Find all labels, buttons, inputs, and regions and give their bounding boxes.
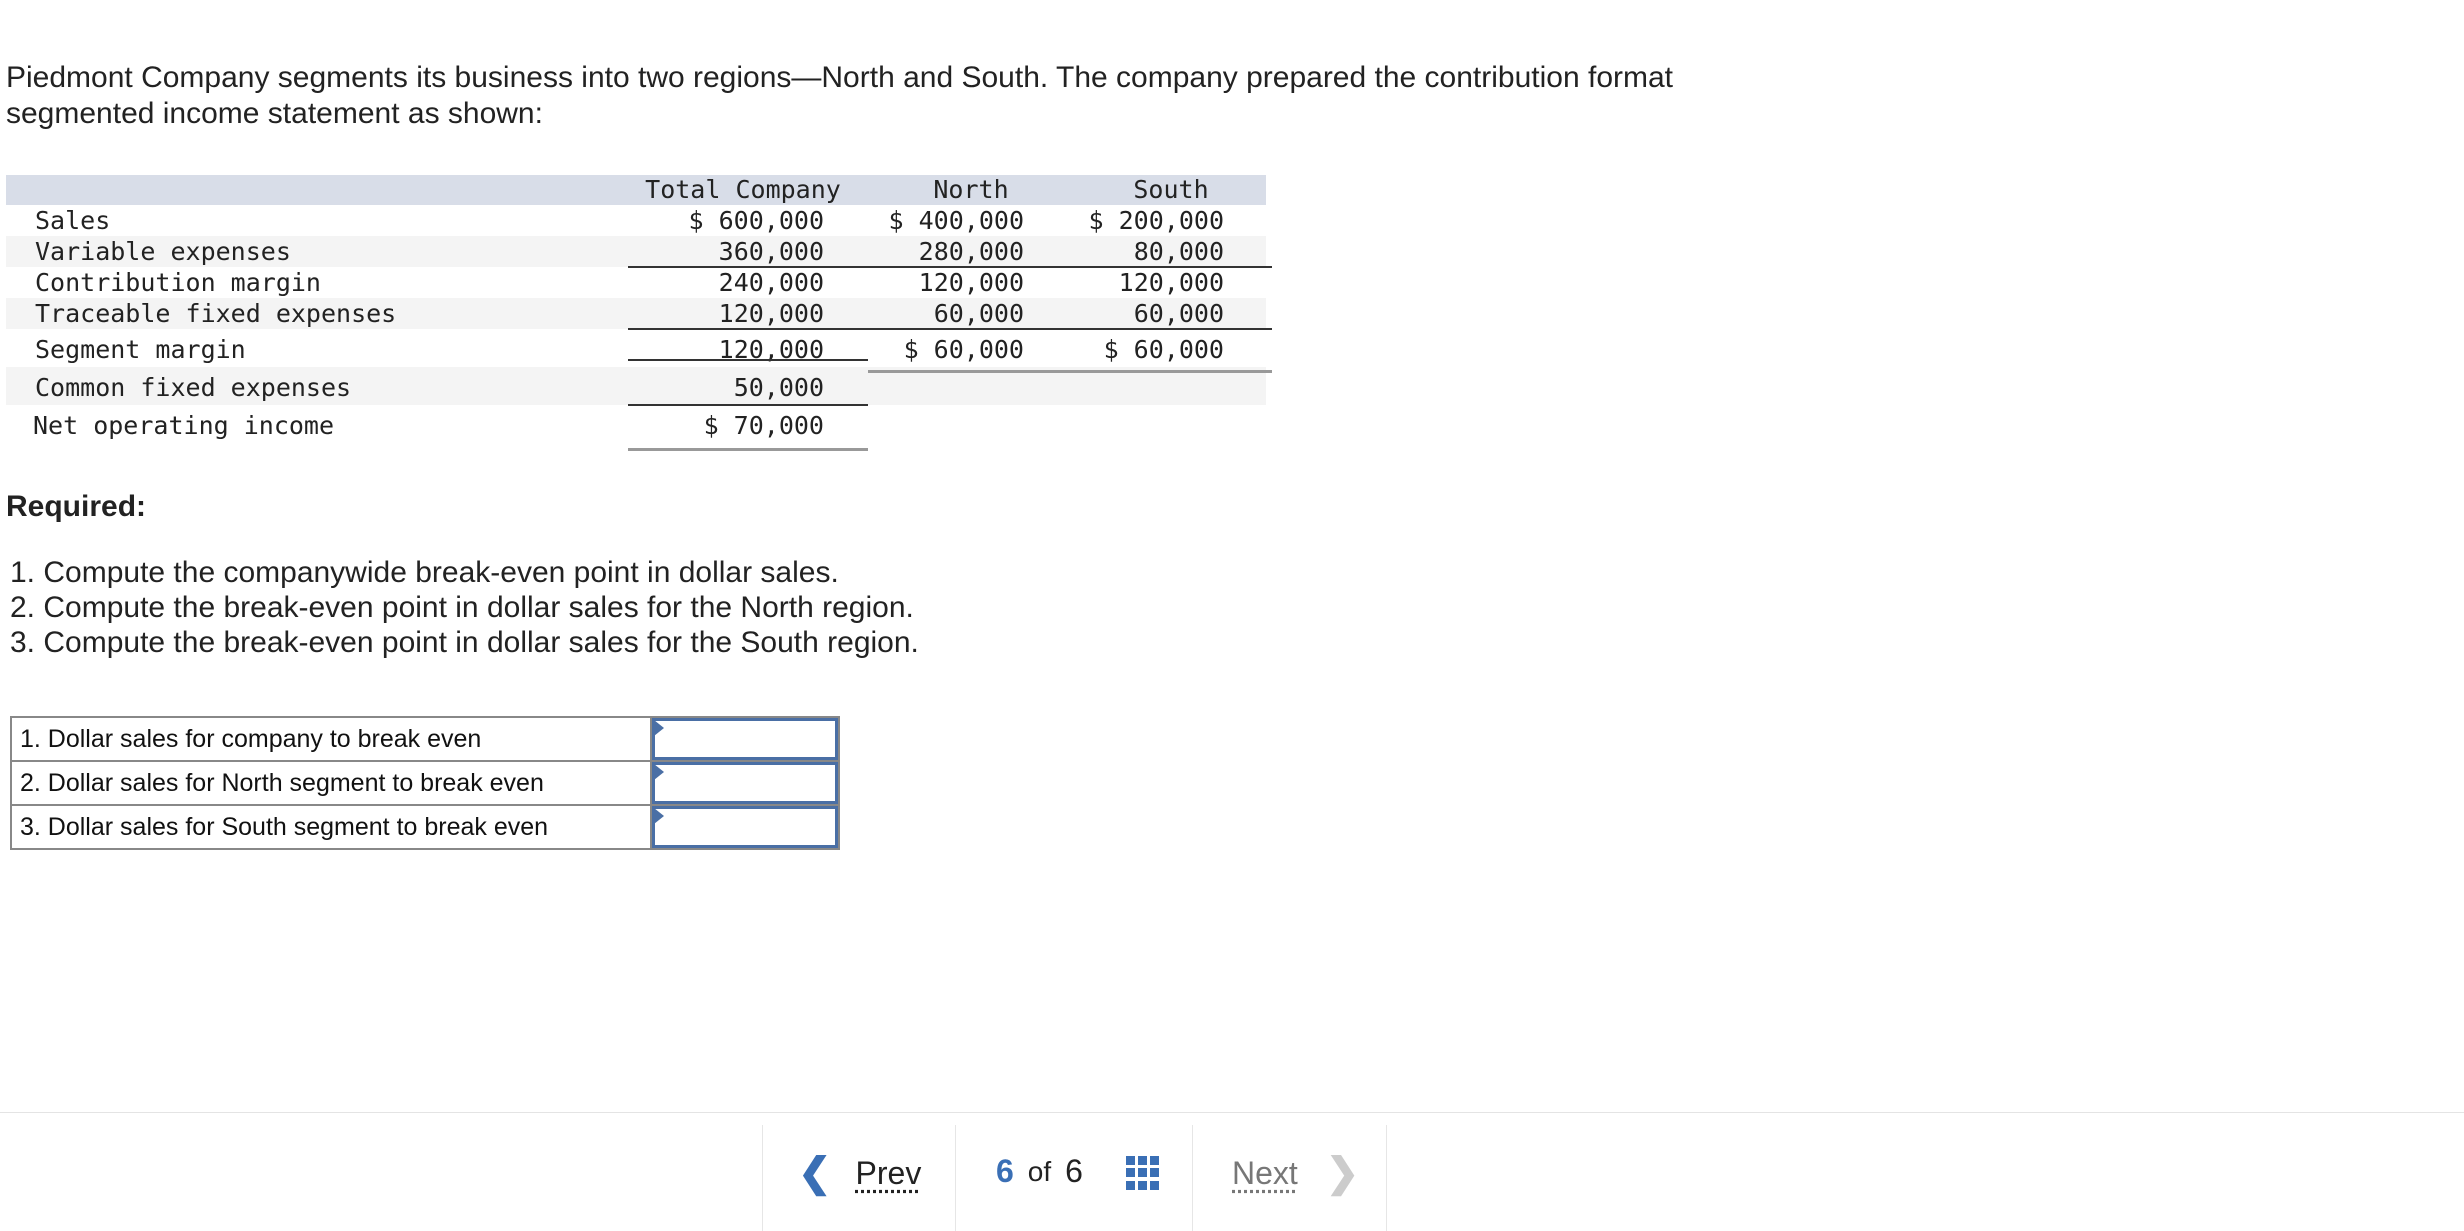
row-label: Contribution margin	[35, 268, 321, 297]
chevron-right-icon: ❯	[1325, 1151, 1360, 1195]
cell-south: 80,000	[1133, 237, 1224, 266]
divider	[1192, 1125, 1193, 1231]
answer-row	[11, 805, 839, 849]
intro-line-2: segmented income statement as shown:	[6, 97, 543, 130]
statement-row-variable-expenses	[6, 236, 1266, 267]
cell-total: $ 600,000	[688, 206, 824, 235]
statement-row-segment-margin	[6, 329, 1266, 367]
segmented-income-statement	[6, 175, 1266, 443]
answer-label: 3. Dollar sales for South segment to break even	[11, 805, 651, 849]
answer-label: 1. Dollar sales for company to break even	[11, 717, 651, 761]
problem-intro	[6, 60, 1806, 132]
statement-row-traceable-fixed-expenses	[6, 298, 1266, 329]
answer-row	[11, 761, 839, 805]
pagination-footer	[0, 1112, 2464, 1231]
divider	[955, 1125, 956, 1231]
chevron-left-icon: ❮	[798, 1151, 832, 1195]
header-total-company: Total Company	[645, 175, 841, 204]
row-label: Common fixed expenses	[35, 373, 352, 402]
required-heading: Required:	[6, 490, 147, 523]
current-page: 6	[996, 1153, 1014, 1189]
statement-header-row	[6, 175, 1266, 205]
cell-north: $ 60,000	[903, 335, 1024, 364]
answer-cell	[651, 761, 839, 805]
page-indicator	[996, 1153, 1083, 1190]
double-underline	[868, 370, 1272, 373]
grid-icon[interactable]	[1126, 1156, 1160, 1190]
header-south: South	[1133, 175, 1209, 204]
prev-label: Prev	[855, 1154, 922, 1191]
cell-total: 120,000	[718, 335, 824, 364]
row-label: Variable expenses	[35, 237, 291, 266]
cell-north: 60,000	[933, 299, 1024, 328]
cell-south: 60,000	[1133, 299, 1224, 328]
required-flag-icon	[654, 808, 664, 824]
cell-north: 280,000	[918, 237, 1024, 266]
cell-south: 120,000	[1118, 268, 1224, 297]
intro-line-1: Piedmont Company segments its business into two regions—North and South. The company prepared the contribution format	[6, 61, 1674, 94]
required-item: 2. Compute the break-even point in dollar sales for the North region.	[10, 591, 914, 624]
divider	[1386, 1125, 1387, 1231]
answer-row	[11, 717, 839, 761]
cell-north: $ 400,000	[888, 206, 1024, 235]
required-list	[10, 555, 919, 660]
south-breakeven-input[interactable]	[652, 806, 838, 848]
of-label: of	[1027, 1155, 1052, 1187]
cell-total: 50,000	[733, 373, 824, 402]
cell-total: 120,000	[718, 299, 824, 328]
divider-line	[628, 266, 1272, 268]
row-label: Traceable fixed expenses	[35, 299, 397, 328]
required-flag-icon	[654, 764, 664, 780]
divider-line	[628, 404, 868, 406]
divider	[762, 1125, 763, 1231]
cell-total: $ 70,000	[703, 411, 824, 440]
answer-table	[10, 716, 840, 850]
divider-line	[628, 328, 1272, 330]
divider-line	[628, 359, 868, 361]
next-button[interactable]	[1232, 1153, 1359, 1193]
statement-row-sales	[6, 205, 1266, 236]
answer-cell	[651, 717, 839, 761]
row-label: Sales	[35, 206, 111, 235]
answer-cell	[651, 805, 839, 849]
cell-south: $ 200,000	[1088, 206, 1224, 235]
prev-button[interactable]	[798, 1153, 921, 1193]
double-underline	[628, 448, 868, 451]
cell-north: 120,000	[918, 268, 1024, 297]
required-item: 1. Compute the companywide break-even point in dollar sales.	[10, 556, 839, 589]
statement-row-net-operating-income	[6, 405, 1266, 443]
next-label: Next	[1232, 1154, 1298, 1191]
required-item: 3. Compute the break-even point in dollar sales for the South region.	[10, 626, 919, 659]
cell-total: 240,000	[718, 268, 824, 297]
row-label: Segment margin	[35, 335, 246, 364]
statement-row-contribution-margin	[6, 267, 1266, 298]
row-label: Net operating income	[33, 411, 335, 440]
north-breakeven-input[interactable]	[652, 762, 838, 804]
company-breakeven-input[interactable]	[652, 718, 838, 760]
cell-total: 360,000	[718, 237, 824, 266]
header-north: North	[933, 175, 1009, 204]
answer-label: 2. Dollar sales for North segment to break even	[11, 761, 651, 805]
required-flag-icon	[654, 720, 664, 736]
cell-south: $ 60,000	[1103, 335, 1224, 364]
total-pages: 6	[1065, 1153, 1083, 1189]
